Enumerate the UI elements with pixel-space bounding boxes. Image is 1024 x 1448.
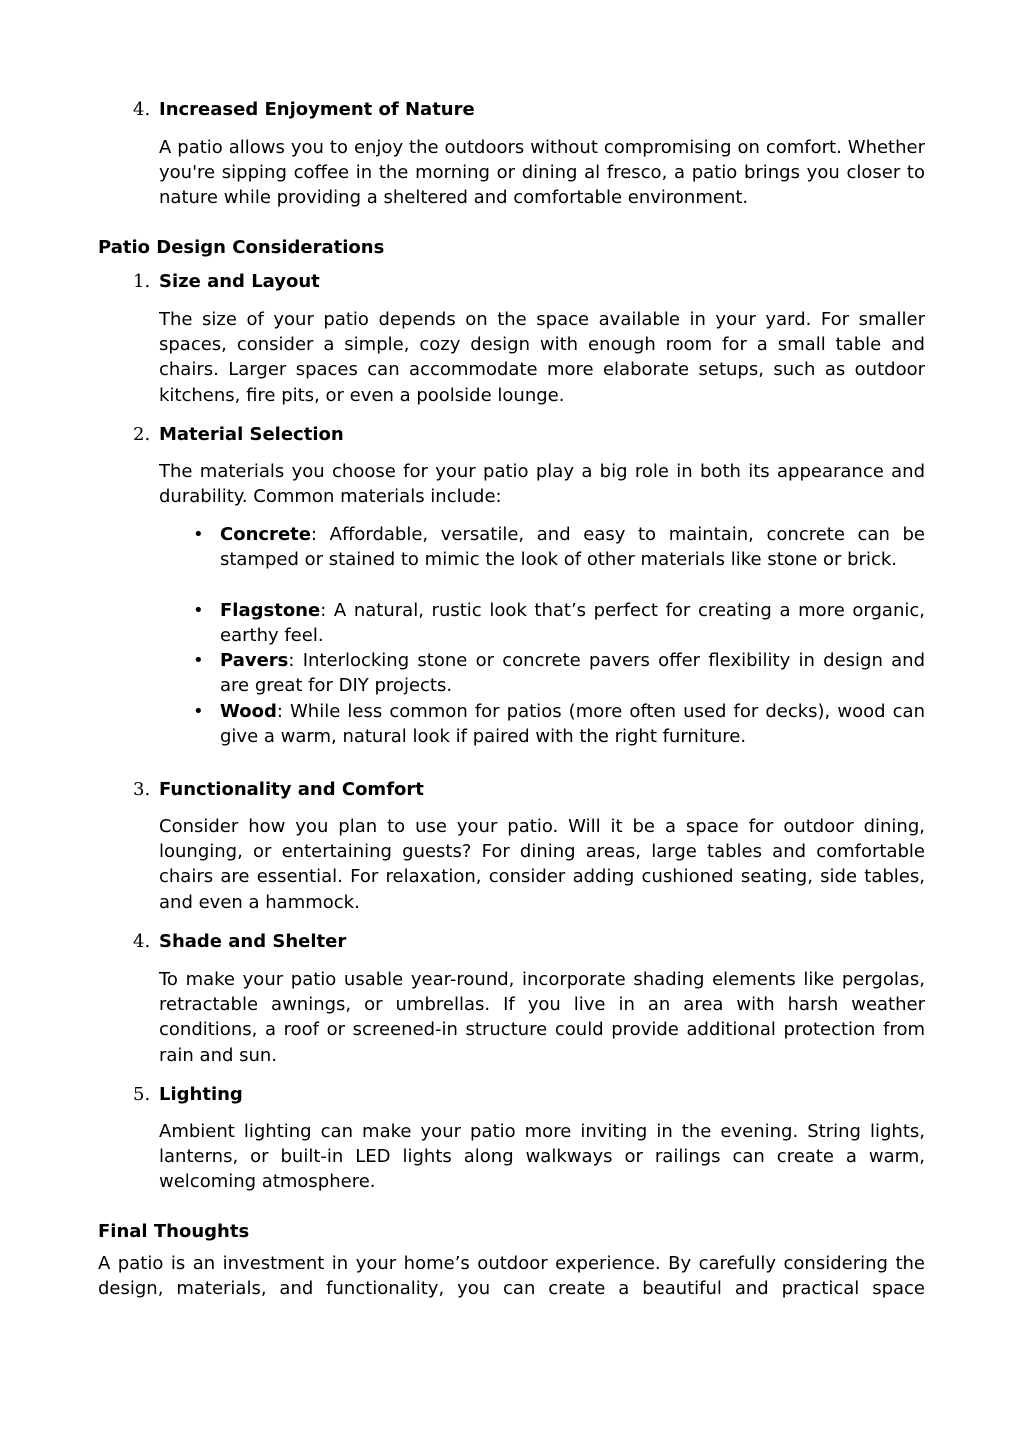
paragraph: To make your patio usable year-round, incorporate shading elements like pergolas, retractable awnings, or umbrellas. If you live in an area with harsh weather conditions, a roof or screened-in structure could provide additional protection from rain and sun. bbox=[159, 969, 925, 1066]
material-name: Concrete bbox=[220, 524, 311, 545]
material-name: Flagstone bbox=[220, 600, 321, 621]
bullet-item bbox=[220, 598, 925, 648]
paragraph: A patio is an investment in your home’s outdoor experience. By carefully considering the design, materials, and functionality, you can create a beautiful and practical space bbox=[98, 1253, 925, 1300]
list-item-title: Lighting bbox=[159, 1084, 243, 1105]
list-item-title: Functionality and Comfort bbox=[159, 779, 424, 800]
bullet-item bbox=[220, 522, 925, 572]
list-item-title: Increased Enjoyment of Nature bbox=[159, 99, 475, 120]
list-item-title: Material Selection bbox=[159, 424, 344, 445]
material-name: Pavers bbox=[220, 650, 289, 671]
bullet-item bbox=[220, 648, 925, 698]
paragraph: A patio allows you to enjoy the outdoors without compromising on comfort. Whether you're sipping coffee in the morning or dining al fresco, a patio brings you closer to nature while providing a sheltered and comfortable environment. bbox=[159, 137, 925, 209]
paragraph: The size of your patio depends on the space available in your yard. For smaller spaces, consider a simple, cozy design with enough room for a small table and chairs. Larger spaces can accommodate more elaborate setups, such as outdoor kitchens, fire pits, or even a poolside lounge. bbox=[159, 309, 925, 406]
bullet-item bbox=[220, 699, 925, 749]
material-desc: : A natural, rustic look that’s perfect for creating a more organic, earthy feel. bbox=[220, 600, 925, 647]
list-number: 2. bbox=[133, 424, 151, 445]
section-heading: Final Thoughts bbox=[98, 1221, 250, 1242]
bullet-icon: • bbox=[193, 650, 204, 671]
bullet-icon: • bbox=[193, 524, 204, 545]
list-item-title: Shade and Shelter bbox=[159, 931, 347, 952]
paragraph: Ambient lighting can make your patio more inviting in the evening. String lights, lanterns, or built-in LED lights along walkways or railings can create a warm, welcoming atmosphere. bbox=[159, 1121, 925, 1193]
material-desc: : Affordable, versatile, and easy to maintain, concrete can be stamped or stained to mimic the look of other materials like stone or brick. bbox=[220, 524, 925, 571]
bullet-icon: • bbox=[193, 701, 204, 722]
list-number: 4. bbox=[133, 99, 151, 120]
paragraph: Consider how you plan to use your patio. Will it be a space for outdoor dining, lounging, or entertaining guests? For dining areas, large tables and comfortable chairs are essential. For relaxation, consider adding cushioned seating, side tables, and even a hammock. bbox=[159, 816, 925, 913]
list-number: 3. bbox=[133, 779, 151, 800]
bullet-icon: • bbox=[193, 600, 204, 621]
section-heading: Patio Design Considerations bbox=[98, 237, 385, 258]
paragraph: The materials you choose for your patio play a big role in both its appearance and durability. Common materials include: bbox=[159, 461, 925, 508]
material-name: Wood bbox=[220, 701, 277, 722]
list-number: 5. bbox=[133, 1084, 151, 1105]
material-desc: : Interlocking stone or concrete pavers offer flexibility in design and are great for DIY projects. bbox=[220, 650, 925, 697]
list-item-title: Size and Layout bbox=[159, 271, 320, 292]
material-desc: : While less common for patios (more often used for decks), wood can give a warm, natural look if paired with the right furniture. bbox=[220, 701, 925, 748]
list-number: 1. bbox=[133, 271, 151, 292]
list-number: 4. bbox=[133, 931, 151, 952]
